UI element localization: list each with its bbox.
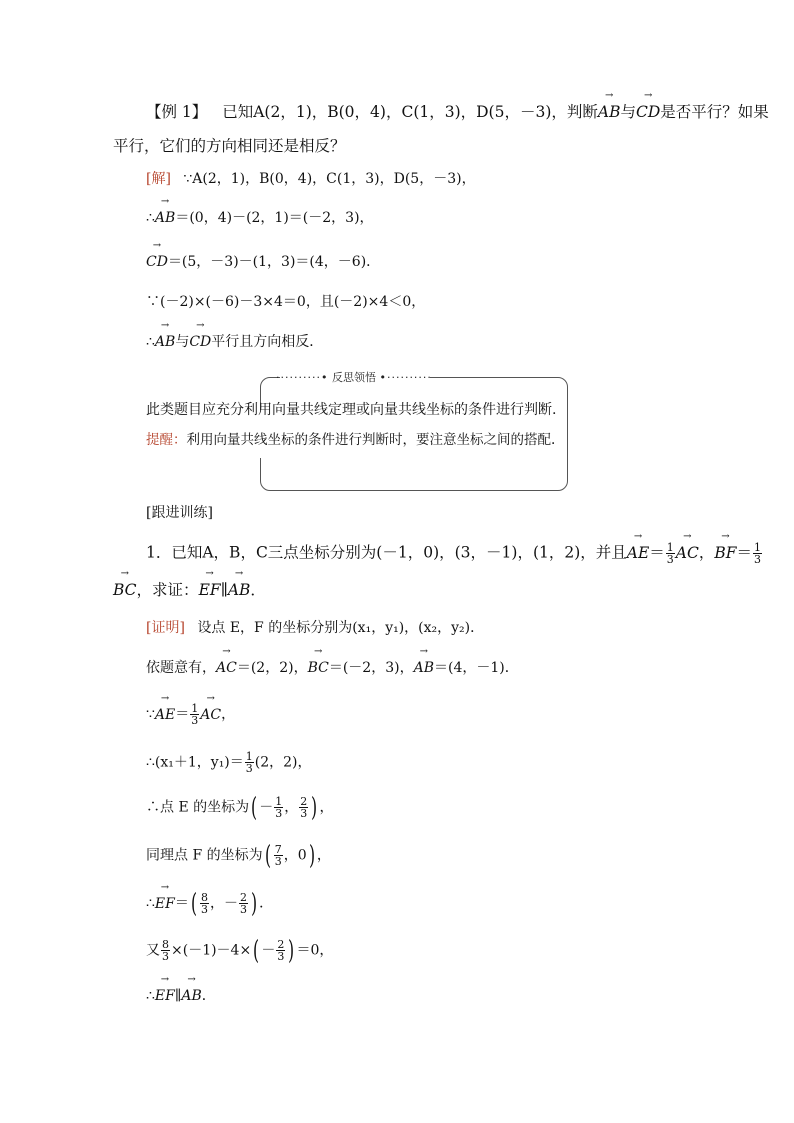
frac-num: 1 xyxy=(666,541,674,554)
vector-ae: → AE xyxy=(627,543,650,563)
proof-end: ． xyxy=(201,988,216,1004)
vector-ab: → AB xyxy=(598,102,621,122)
q1-end: ． xyxy=(250,581,266,599)
frac-den: 3 xyxy=(300,807,308,820)
also-text: 又 xyxy=(146,942,160,959)
fraction xyxy=(161,939,170,962)
proof-line-3: ∵→ AE＝ $\frac{1}{3}$ → AC， xyxy=(146,703,235,726)
vector-ab: → AB xyxy=(155,332,175,352)
vector-bf: → BF xyxy=(714,543,736,563)
vector-bc: → BC xyxy=(113,580,137,600)
solution-tag: [解] xyxy=(146,171,171,187)
left-paren: ( xyxy=(253,935,260,966)
frac-num: 7 xyxy=(274,843,282,856)
vector-cd: → CD xyxy=(636,102,660,122)
solution-line-5 xyxy=(146,332,323,352)
cross-product-mid: ×(－1)－4× xyxy=(171,942,252,959)
right-paren: ) xyxy=(308,840,315,871)
frac-num: 2 xyxy=(277,938,285,951)
vector-ef: → EF xyxy=(155,986,175,1006)
solution-given: ∵A(2，1)，B(0，4)，C(1，3)，D(5，－3)， xyxy=(183,171,476,187)
frac-num: 2 xyxy=(240,891,248,904)
frac-den: 3 xyxy=(162,950,169,963)
e-coords-eq: ∴(x₁＋1，y₁)＝ xyxy=(146,754,244,771)
right-paren: ) xyxy=(311,792,318,823)
e-coords-rhs: (2，2)， xyxy=(254,754,312,771)
frac-den: 3 xyxy=(245,762,253,775)
practice-q1-line-1: 1．已知A，B，C三点坐标分别为(－1，0)，(3，－1)，(1，2)，并且→ AE＝ $\frac{1}{3}$ → AC，→ BF＝ $\frac{1}{3}$ xyxy=(146,542,763,565)
therefore-symbol: ∴ xyxy=(146,988,155,1004)
vector-cd: → CD xyxy=(146,252,168,272)
bc-value: ＝(－2，3)， xyxy=(328,660,414,676)
frac-num: 1 xyxy=(245,750,253,763)
proof-line-5: ∴点 E 的坐标为( － $\frac{1}{3}$ ， $\frac{2}{3}$ ) ， xyxy=(146,792,334,823)
solution-line-2 xyxy=(146,208,374,228)
proof-line-1 xyxy=(146,618,484,638)
ac-value: ＝(2，2)， xyxy=(236,660,308,676)
reflection-hint xyxy=(146,430,555,450)
frac-num: 1 xyxy=(275,795,283,808)
vector-ae: → AE xyxy=(155,705,175,725)
frac-num: 1 xyxy=(754,541,762,554)
proof-line-4 xyxy=(146,751,312,774)
fraction xyxy=(274,796,283,819)
fraction xyxy=(239,892,248,915)
therefore-symbol: ∴ xyxy=(146,895,155,912)
conj-text: 与 xyxy=(175,334,190,350)
solution-conclusion: 平行且方向相反． xyxy=(211,334,324,350)
proof-line-6: 同理点 F 的坐标为( $\frac{7}{3}$ ，0) ， xyxy=(146,840,331,871)
fraction xyxy=(299,796,308,819)
vector-ac: → AC xyxy=(200,705,221,725)
ab-value: ＝(4，－1)． xyxy=(434,660,519,676)
solution-cd-value: ＝(5，－3)－(1，3)＝(4，－6)． xyxy=(167,254,381,270)
example-tag: 【例 1】 xyxy=(146,103,208,121)
proof-tag: [证明] xyxy=(146,620,185,636)
left-paren: ( xyxy=(264,840,271,871)
f-coords-text: 同理点 F 的坐标为 xyxy=(146,847,263,864)
vector-ef: → EF xyxy=(155,894,175,914)
fraction-one-third xyxy=(245,751,254,774)
solution-line-3 xyxy=(146,252,380,272)
vector-ef: → EF xyxy=(199,580,221,600)
reflection-text: 此类题目应充分利用向量共线定理或向量共线坐标的条件进行判断. xyxy=(146,402,557,418)
reflection-title-text: 反思领悟 xyxy=(331,371,376,384)
proof-given-text: 依题意有， xyxy=(146,660,216,676)
proof-line-8: 又 $\frac{8}{3}$ ×(－1)－4×( － $\frac{2}{3}$ ) ＝0， xyxy=(146,935,334,966)
proof-line-9 xyxy=(146,986,216,1006)
right-paren: ) xyxy=(288,935,295,966)
because-symbol: ∵ xyxy=(146,706,155,723)
parallel-symbol: ∥ xyxy=(220,581,228,599)
frac-den: 3 xyxy=(191,714,199,727)
fraction-one-third xyxy=(666,542,675,565)
dotted-ornament-right: •·········· xyxy=(379,371,432,384)
proof-line-2 xyxy=(146,658,519,678)
reflection-title xyxy=(276,371,432,385)
fraction-one-third xyxy=(753,542,762,565)
example-line-2: 平行，它们的方向相同还是相反？ xyxy=(113,137,346,155)
frac-den: 3 xyxy=(240,903,248,916)
frac-num: 8 xyxy=(201,891,209,904)
frac-den: 3 xyxy=(754,553,762,566)
vector-bc: → BC xyxy=(308,658,329,678)
left-paren: ( xyxy=(190,888,197,919)
frac-den: 3 xyxy=(274,855,282,868)
frac-den: 3 xyxy=(275,807,283,820)
fraction xyxy=(274,844,283,867)
dotted-ornament-left: ··········• xyxy=(276,371,329,384)
example-line-1 xyxy=(146,102,769,122)
e-coords-text: ∴点 E 的坐标为 xyxy=(146,799,250,816)
frac-den: 3 xyxy=(666,553,674,566)
practice-title: [跟进训练] xyxy=(146,505,213,521)
proof-line-7: ∴→ EF＝( $\frac{8}{3}$ ，－ $\frac{2}{3}$ ) ． xyxy=(146,892,273,915)
therefore-symbol: ∴ xyxy=(146,334,155,350)
therefore-symbol: ∴ xyxy=(146,210,155,226)
practice-q1-line-2 xyxy=(113,580,266,600)
f-y-value: 0 xyxy=(297,847,307,864)
vector-cd: → CD xyxy=(189,332,211,352)
frac-num: 2 xyxy=(300,795,308,808)
vector-ab: → AB xyxy=(155,208,175,228)
vector-ab: → AB xyxy=(181,986,201,1006)
solution-line-1 xyxy=(146,169,476,189)
conj-text: 与 xyxy=(620,103,636,121)
solution-line-4: ∵(－2)×(－6)－3×4＝0，且(－2)×4＜0， xyxy=(146,294,426,310)
example-text-1: 已知A(2，1)，B(0，4)，C(1，3)，D(5，－3)，判断 xyxy=(222,103,598,121)
q1-prove-text: ，求证： xyxy=(136,581,199,599)
fraction-one-third xyxy=(190,703,199,726)
frac-den: 3 xyxy=(277,950,285,963)
solution-ab-value: ＝(0，4)－(2，1)＝(－2，3)， xyxy=(175,210,374,226)
vector-ab: → AB xyxy=(414,658,434,678)
q1-text: 1．已知A，B，C三点坐标分别为(－1，0)，(3，－1)，(1，2)，并且 xyxy=(146,543,627,562)
hint-text: 利用向量共线坐标的条件进行判断时，要注意坐标之间的搭配. xyxy=(186,432,556,448)
parallel-symbol: ∥ xyxy=(174,988,182,1004)
hint-label: 提醒： xyxy=(146,432,187,448)
right-paren: ) xyxy=(251,888,258,919)
proof-setup: 设点 E，F 的坐标分别为(x₁，y₁)，(x₂，y₂)． xyxy=(197,620,485,636)
frac-num: 1 xyxy=(191,702,199,715)
vector-ac: → AC xyxy=(216,658,237,678)
frac-num: 8 xyxy=(162,938,169,951)
vector-ac: → AC xyxy=(676,543,699,563)
cross-product-end: ＝0， xyxy=(296,942,334,959)
example-text-2: 是否平行？如果 xyxy=(660,103,769,121)
fraction xyxy=(276,939,285,962)
fraction xyxy=(200,892,209,915)
proof-comma: ， xyxy=(221,706,236,723)
frac-den: 3 xyxy=(201,903,209,916)
vector-ab: → AB xyxy=(228,580,251,600)
left-paren: ( xyxy=(251,792,258,823)
